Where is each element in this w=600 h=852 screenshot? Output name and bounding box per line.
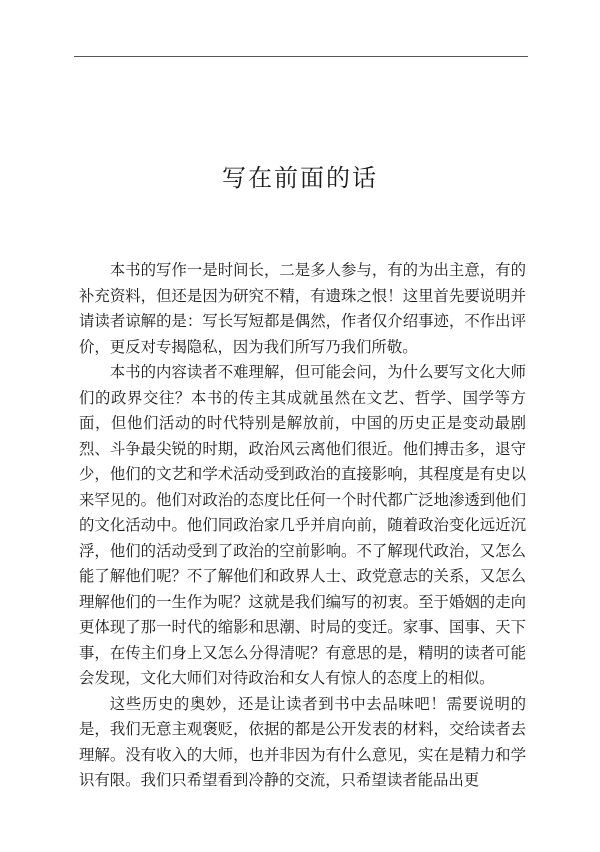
header-rule: [74, 56, 528, 57]
paragraph: 本书的写作一是时间长，二是多人参与，有的为出主意，有的补充资料，但还是因为研究不精，有遗珠之恨！这里首先要说明并请读者谅解的是：写长写短都是偶然，作者仅介绍事迹，不作出评价，更反对专揭隐私，因为我们所写乃我们所敬。: [79, 261, 526, 356]
paragraph: 这些历史的奥妙，还是让读者到书中去品味吧！需要说明的是，我们无意主观褒贬，依据的都是公开发表的材料，交给读者去理解。没有收入的大师，也并非因为有什么意见，实在是精力和学识有限。我们只希望看到冷静的交流，只希望读者能品出更: [79, 694, 526, 789]
paragraph: 本书的内容读者不难理解，但可能会问，为什么要写文化大师们的政界交往？本书的传主其成就虽然在文艺、哲学、国学等方面，但他们活动的时代特别是解放前，中国的历史正是变动最剧烈、斗争最尖锐的时期，政治风云离他们很近。他们搏击多，退守少，他们的文艺和学术活动受到政治的直接影响，其程度是有史以来罕见的。他们对政治的态度比任何一个时代都广泛地渗透到他们的文化活动中。他们同政治家几乎并肩向前，随着政治变化远近沉浮，他们的活动受到了政治的空前影响。不了解现代政治，又怎么能了解他们呢？不了解他们和政界人士、政党意志的关系，又怎么理解他们的一生作为呢？这就是我们编写的初衷。至于婚姻的走向更体现了那一时代的缩影和思潮、时局的变迁。家事、国事、天下事，在传主们身上又怎么分得清呢？有意思的是，精明的读者可能会发现，文化大师们对待政治和女人有惊人的态度上的相似。: [79, 363, 526, 687]
page-title: 写在前面的话: [222, 164, 378, 192]
body-text: [79, 258, 526, 794]
